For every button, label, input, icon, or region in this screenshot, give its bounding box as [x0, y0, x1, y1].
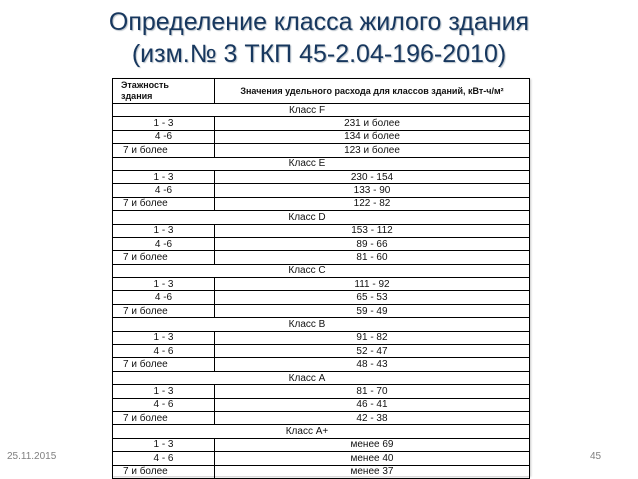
- table-row: [113, 278, 530, 291]
- value-cell: 65 - 53: [215, 291, 530, 304]
- table-row: [113, 224, 530, 237]
- table-row: [113, 331, 530, 344]
- floors-cell: 4 -6: [113, 184, 215, 197]
- class-cell: [113, 211, 530, 224]
- class-label: Класс А+: [285, 426, 329, 438]
- floors-cell: 7 и более: [113, 197, 215, 210]
- floors-cell: 7 и более: [113, 358, 215, 371]
- floors-cell: 7 и более: [113, 465, 215, 478]
- value-cell: 123 и более: [215, 144, 530, 157]
- table-row: [113, 452, 530, 465]
- table-row: [113, 358, 530, 371]
- energy-class-table: [112, 78, 530, 479]
- floors-cell: 1 - 3: [113, 278, 215, 291]
- table-body: [113, 104, 530, 479]
- table-row: [113, 304, 530, 317]
- class-row: [113, 371, 530, 384]
- floors-cell: 7 и более: [113, 304, 215, 317]
- floors-cell: 4 - 6: [113, 398, 215, 411]
- floors-cell: 1 - 3: [113, 331, 215, 344]
- floors-cell: 1 - 3: [113, 117, 215, 130]
- value-cell: 52 - 47: [215, 345, 530, 358]
- table-row: [113, 465, 530, 478]
- class-cell: [113, 371, 530, 384]
- slide-date: 25.11.2015: [7, 451, 57, 462]
- floors-cell: 1 - 3: [113, 438, 215, 451]
- class-cell: [113, 425, 530, 438]
- table-row: [113, 345, 530, 358]
- value-cell: 231 и более: [215, 117, 530, 130]
- table-row: [113, 251, 530, 264]
- floors-cell: 4 -6: [113, 237, 215, 250]
- floors-cell: 7 и более: [113, 411, 215, 424]
- class-row: [113, 425, 530, 438]
- table-row: [113, 438, 530, 451]
- class-cell: [113, 157, 530, 170]
- table-row: [113, 117, 530, 130]
- table-row: [113, 398, 530, 411]
- floors-cell: 4 -6: [113, 130, 215, 143]
- value-cell: 81 - 60: [215, 251, 530, 264]
- class-cell: [113, 264, 530, 277]
- value-cell: 42 - 38: [215, 411, 530, 424]
- value-cell: 111 - 92: [215, 278, 530, 291]
- value-cell: 46 - 41: [215, 398, 530, 411]
- class-label: Класс F: [288, 104, 326, 116]
- values-header: Значения удельного расхода для классов зданий, кВт-ч/м²: [215, 79, 530, 104]
- table-row: [113, 411, 530, 424]
- class-row: [113, 211, 530, 224]
- class-label: Класс D: [288, 211, 326, 223]
- value-cell: 122 - 82: [215, 197, 530, 210]
- value-cell: менее 40: [215, 452, 530, 465]
- slide-number: 45: [590, 451, 602, 462]
- class-row: [113, 157, 530, 170]
- class-label: Класс В: [288, 318, 326, 330]
- class-label: Класс E: [288, 158, 326, 170]
- slide-title: [0, 6, 638, 70]
- floors-header: Этажность здания: [113, 79, 215, 104]
- value-cell: 134 и более: [215, 130, 530, 143]
- table-row: [113, 291, 530, 304]
- class-label: Класс С: [288, 265, 326, 277]
- class-label: Класс А: [288, 372, 326, 384]
- floors-cell: 1 - 3: [113, 224, 215, 237]
- value-cell: 48 - 43: [215, 358, 530, 371]
- table-row: [113, 170, 530, 183]
- floors-cell: 7 и более: [113, 251, 215, 264]
- table-row: [113, 197, 530, 210]
- value-cell: 59 - 49: [215, 304, 530, 317]
- value-cell: 153 - 112: [215, 224, 530, 237]
- floors-cell: 1 - 3: [113, 385, 215, 398]
- value-cell: 81 - 70: [215, 385, 530, 398]
- class-table-image: [112, 78, 530, 476]
- class-row: [113, 318, 530, 331]
- title-line-2: (изм.№ 3 ТКП 45-2.04-196-2010): [131, 40, 507, 68]
- value-cell: 133 - 90: [215, 184, 530, 197]
- table-row: [113, 385, 530, 398]
- class-row: [113, 264, 530, 277]
- floors-cell: 4 -6: [113, 291, 215, 304]
- class-cell: [113, 318, 530, 331]
- floors-cell: 4 - 6: [113, 345, 215, 358]
- table-row: [113, 130, 530, 143]
- floors-cell: 1 - 3: [113, 170, 215, 183]
- value-cell: 230 - 154: [215, 170, 530, 183]
- value-cell: 89 - 66: [215, 237, 530, 250]
- value-cell: менее 69: [215, 438, 530, 451]
- floors-cell: 4 - 6: [113, 452, 215, 465]
- table-row: [113, 144, 530, 157]
- floors-cell: 7 и более: [113, 144, 215, 157]
- value-cell: 91 - 82: [215, 331, 530, 344]
- class-cell: [113, 104, 530, 117]
- class-row: [113, 104, 530, 117]
- table-row: [113, 237, 530, 250]
- table-row: [113, 184, 530, 197]
- title-line-1: Определение класса жилого здания: [108, 8, 530, 36]
- value-cell: менее 37: [215, 465, 530, 478]
